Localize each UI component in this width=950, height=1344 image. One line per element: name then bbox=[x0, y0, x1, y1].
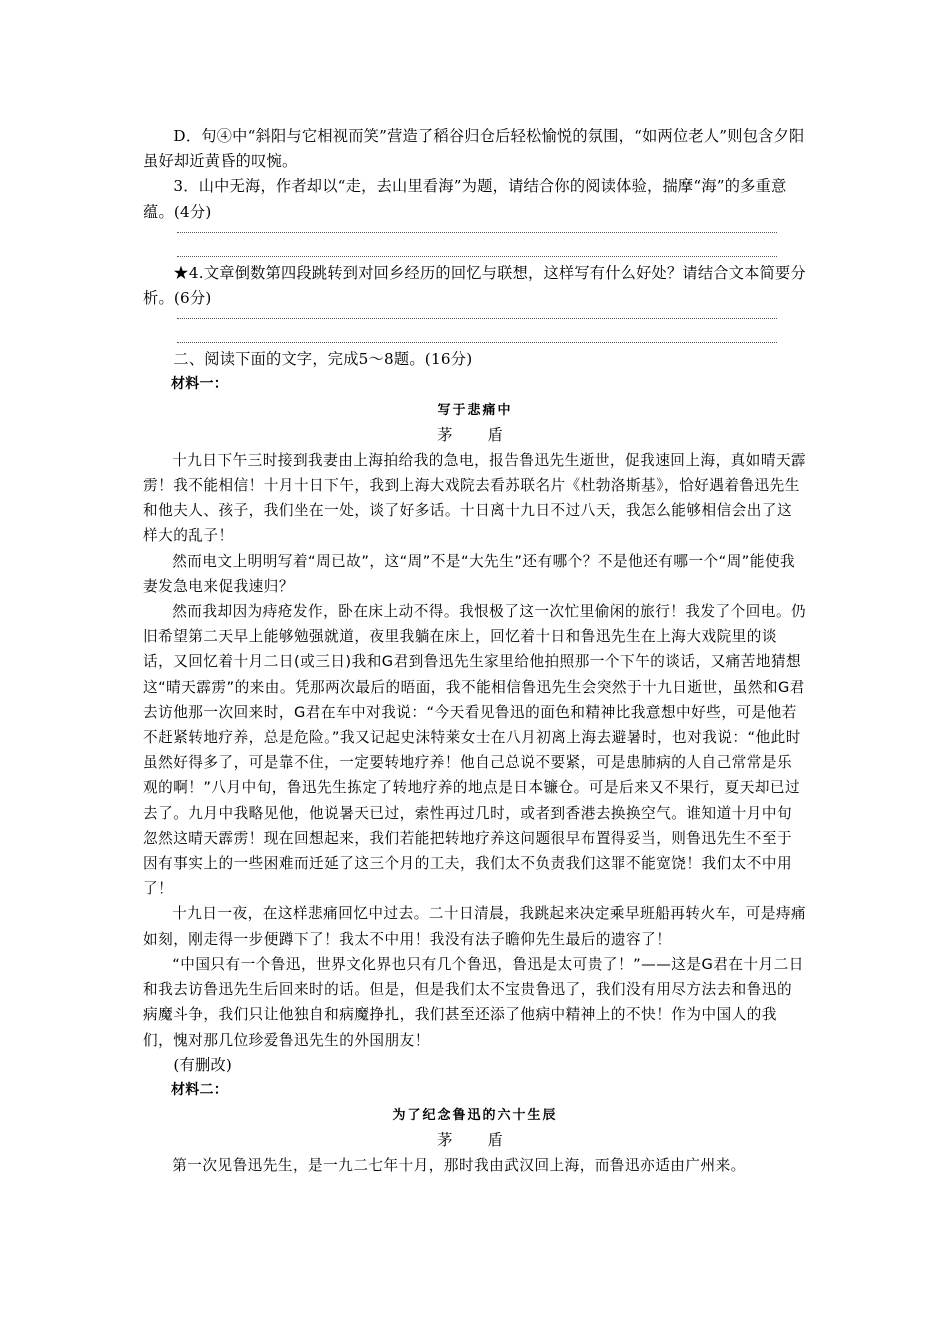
material-1-label: 材料一： bbox=[171, 376, 228, 393]
paragraph: 第一次见鲁迅先生，是一九二七年十月，那时我由武汉回上海，而鲁迅亦适由广州来。 bbox=[172, 1157, 746, 1175]
material-2-author: 茅 盾 bbox=[437, 1131, 513, 1150]
material-2-body bbox=[143, 1153, 807, 1178]
answer-line[interactable] bbox=[177, 318, 777, 319]
paragraph: “中国只有一个鲁迅，世界文化界也只有几个鲁迅，鲁迅是太可贵了！”——这是G君在十月二日和我去访鲁迅先生后回来时的话。但是，但是我们太不宝贵鲁迅了，我们没有用尽方法去和鲁迅的病魔斗争，我们只让他独自和病魔挣扎，我们甚至还添了他病中精神上的不快！作为中国人的我们，愧对那几位珍爱鲁迅先生的外国朋友！ bbox=[143, 955, 804, 1049]
material-1-author: 茅 盾 bbox=[437, 425, 513, 444]
material-1-title: 写于悲痛中 bbox=[437, 402, 513, 418]
answer-line[interactable] bbox=[177, 232, 777, 233]
material-1-body bbox=[143, 448, 807, 1053]
answer-line[interactable] bbox=[177, 256, 777, 257]
section-2-heading: 二、阅读下面的文字，完成5～8题。(16分) bbox=[173, 350, 473, 369]
answer-line[interactable] bbox=[177, 342, 777, 343]
material-2-title: 为了纪念鲁迅的六十生辰 bbox=[392, 1108, 558, 1124]
paragraph: 十九日一夜，在这样悲痛回忆中过去。二十日清晨，我跳起来决定乘早班船再转火车，可是痔痛如刻，刚走得一步便蹲下了！我太不中用！我没有法子瞻仰先生最后的遗容了！ bbox=[143, 905, 807, 948]
material-2-label: 材料二： bbox=[171, 1081, 228, 1098]
question-2-option-d: D．句④中“斜阳与它相视而笑”营造了稻谷归仓后轻松愉悦的氛围，“如两位老人”则包含夕阳虽好却近黄昏的叹惋。 bbox=[143, 127, 805, 171]
question-4: ★4.文章倒数第四段跳转到对回乡经历的回忆与联想，这样写有什么好处？请结合文本简要分析。(6分) bbox=[143, 263, 806, 308]
paragraph: 然而我却因为痔疮发作，卧在床上动不得。我恨极了这一次忙里偷闲的旅行！我发了个回电。仍旧希望第二天早上能够勉强就道，夜里我躺在床上，回忆着十日和鲁迅先生在上海大戏院里的谈话，又回忆着十月二日(或三日)我和G君到鲁迅先生家里给他拍照那一个下午的谈话，又痛苦地猜想这“晴天霹雳”的来由。凭那两次最后的晤面，我不能相信鲁迅先生会突然于十九日逝世，虽然和G君去访他那一次回来时，G君在车中对我说：“今天看见鲁迅的面色和精神比我意想中好些，可是他若不赶紧转地疗养，总是危险。”我又记起史沫特莱女士在八月初离上海去避暑时，也对我说：“他此时虽然好得多了，可是靠不住，一定要转地疗养！他自己总说不要紧，可是患肺病的人自己常常是乐观的啊！”八月中旬，鲁迅先生拣定了转地疗养的地点是日本镰仓。可是后来又不果行，夏天却已过去了。九月中我略见他，他说暑天已过，索性再过几时，或者到香港去换换空气。谁知道十月中旬忽然这晴天霹雳！现在回想起来，我们若能把转地疗养这问题很早布置得妥当，则鲁迅先生不至于因有事实上的一些困难而迁延了这三个月的工夫，我们太不负责我们这罪不能宽饶！我们太不中用了！ bbox=[143, 603, 807, 898]
question-3: 3．山中无海，作者却以“走，去山里看海”为题，请结合你的阅读体验，揣摩“海”的多重意蕴。(4分) bbox=[143, 177, 787, 221]
material-1-note: (有删改) bbox=[173, 1055, 233, 1074]
paragraph: 然而电文上明明写着“周已故”，这“周”不是“大先生”还有哪个？不是他还有哪一个“周”能使我妻发急电来促我速归？ bbox=[143, 552, 796, 595]
paragraph: 十九日下午三时接到我妻由上海拍给我的急电，报告鲁迅先生逝世，促我速回上海，真如晴天霹雳！我不能相信！十月十日下午，我到上海大戏院去看苏联名片《杜勃洛斯基》，恰好遇着鲁迅先生和他夫人、孩子，我们坐在一处，谈了好多话。十日离十九日不过八天，我怎么能够相信会出了这样大的乱子！ bbox=[143, 451, 807, 545]
